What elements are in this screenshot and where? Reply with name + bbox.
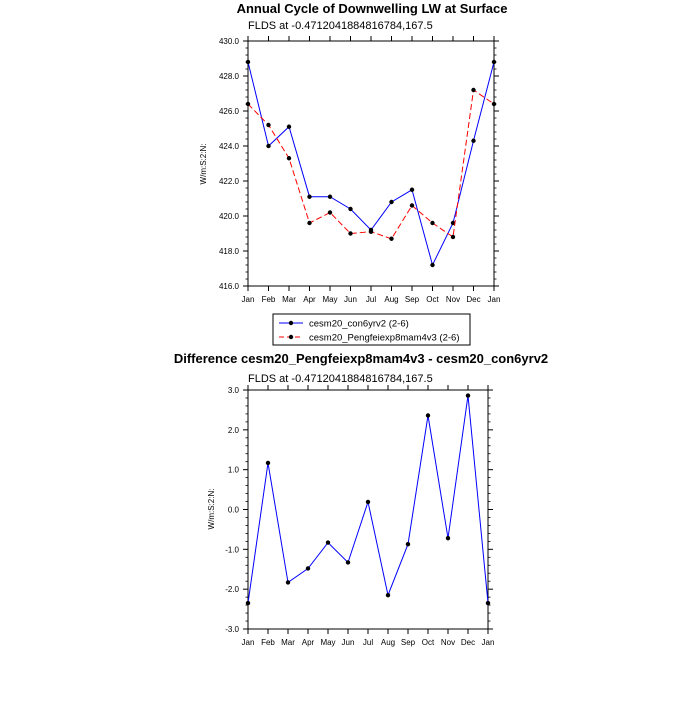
chart1-xtick-label: Jul	[365, 295, 377, 304]
legend-marker-series-2	[289, 335, 293, 339]
legend-marker-series-1	[289, 321, 293, 325]
chart2-series-1-point	[266, 461, 270, 465]
chart1-series-1-point	[471, 139, 475, 143]
chart1-title: Annual Cycle of Downwelling LW at Surface	[236, 1, 508, 16]
chart2-xtick-label: Jan	[241, 638, 255, 647]
chart2-series-1-point	[486, 601, 490, 605]
chart2-series-1-point	[346, 560, 350, 564]
chart1-xtick-label: Jan	[487, 295, 501, 304]
chart2-xtick-label: Dec	[460, 638, 476, 647]
chart1-series-1-point	[328, 195, 332, 199]
chart2-xtick-label: Mar	[281, 638, 295, 647]
chart1-xtick-label: Feb	[261, 295, 276, 304]
chart1-xtick-label: Dec	[466, 295, 481, 304]
chart1-ytick-label: 428.0	[218, 72, 239, 81]
chart2-xtick-label: May	[320, 638, 336, 647]
chart1-series-1-point	[389, 200, 393, 204]
chart1-series-2-point	[266, 123, 270, 127]
chart1-xtick-label: Sep	[404, 295, 420, 304]
chart1-series-1-line	[248, 62, 494, 265]
chart2-xtick-label: Nov	[440, 638, 456, 647]
chart1-series-1-point	[307, 195, 311, 199]
chart2-ytick-label: 3.0	[227, 386, 239, 395]
chart2-series-1-point	[306, 566, 310, 570]
chart1-xtick-label: Aug	[384, 295, 399, 304]
chart1-series-2-point	[328, 210, 332, 214]
chart2-series-1-point	[246, 601, 250, 605]
chart2-subtitle: FLDS at -0.4712041884816784,167.5	[248, 373, 433, 385]
chart2-xtick-label: Oct	[421, 638, 435, 647]
chart1-xtick-label: Apr	[303, 295, 316, 304]
chart1-series-2-point	[471, 88, 475, 92]
chart1-xtick-label: Oct	[426, 295, 439, 304]
chart1-plot-area	[219, 36, 500, 304]
chart2-series-1-point	[386, 593, 390, 597]
chart1-series-1-point	[266, 144, 270, 148]
chart2-series-1-point	[426, 413, 430, 417]
chart1-series-2-point	[348, 231, 352, 235]
chart2-ytick-label: 2.0	[227, 425, 239, 435]
chart2-xtick-label: Jul	[362, 638, 374, 647]
chart1-series-1-point	[348, 207, 352, 211]
chart1-subtitle: FLDS at -0.4712041884816784,167.5	[248, 20, 433, 32]
chart1-xtick-label: May	[322, 295, 338, 304]
chart1-ytick-label: 424.0	[218, 142, 239, 151]
chart1-series-1-point	[430, 263, 434, 267]
chart1-xtick-label: Jun	[344, 295, 357, 304]
chart1-ytick-label: 430.0	[218, 37, 239, 46]
chart1-series-2-point	[246, 102, 250, 106]
chart1-series-2-point	[492, 102, 496, 106]
chart2-xtick-label: Jun	[341, 638, 355, 647]
chart2-xtick-label: Feb	[261, 638, 275, 647]
chart1-series-2-line	[248, 90, 494, 239]
legend-label-series-1: cesm20_con6yrv2 (2-6)	[309, 318, 409, 330]
chart1-series-1-point	[246, 60, 250, 64]
chart2-ytick-label: 1.0	[227, 465, 239, 475]
chart1-xtick-label: Mar	[282, 295, 296, 304]
chart1-ytick-label: 420.0	[218, 212, 239, 221]
chart1-xtick-label: Nov	[445, 295, 461, 304]
chart1-series-2-point	[307, 221, 311, 225]
chart2-xtick-label: Aug	[380, 638, 396, 647]
chart2-title: Difference cesm20_Pengfeiexp8mam4v3 - cesm20_con6yrv2	[173, 351, 549, 366]
chart1-series-1-point	[492, 60, 496, 64]
chart2-ytick-label: 0.0	[227, 505, 239, 515]
chart1-ytick-label: 416.0	[218, 282, 239, 291]
chart2-series-1-point	[446, 536, 450, 540]
chart1-series-2-point	[451, 235, 455, 239]
chart2-xtick-label: Apr	[301, 638, 315, 647]
chart2-ytick-label: -2.0	[225, 585, 239, 595]
chart2-ytick-label: -3.0	[225, 625, 239, 634]
chart1-series-1-point	[410, 188, 414, 192]
chart1-legend	[273, 314, 470, 345]
legend-label-series-2: cesm20_Pengfeiexp8mam4v3 (2-6)	[309, 332, 460, 344]
chart2-ylabel: W/m:S:2:N:	[207, 488, 216, 530]
chart2-series-1-point	[286, 580, 290, 584]
chart1-ytick-label: 418.0	[218, 247, 239, 256]
chart1-ylabel: W/m:S:2:N:	[199, 143, 208, 185]
chart1-xtick-label: Jan	[241, 295, 255, 304]
chart1-series-1-point	[287, 125, 291, 129]
chart1-series-2-point	[369, 230, 373, 234]
chart2-series-1-point	[466, 393, 470, 397]
chart2-series-1-point	[406, 542, 410, 546]
chart1-series-2-point	[430, 221, 434, 225]
chart1-series-2-point	[287, 156, 291, 160]
chart2-xtick-label: Sep	[400, 638, 416, 647]
chart1-series-2-point	[410, 203, 414, 207]
chart2-series-1-point	[366, 500, 370, 504]
chart2-ytick-label: -1.0	[225, 545, 239, 555]
chart1-series-2-point	[389, 237, 393, 241]
chart1-ytick-label: 422.0	[218, 177, 239, 186]
chart2-xtick-label: Jan	[481, 638, 495, 647]
chart2-series-1-line	[248, 396, 488, 603]
chart1-frame	[248, 41, 494, 286]
chart2-plot-area	[225, 385, 494, 647]
chart2-series-1-point	[326, 540, 330, 544]
chart1-ytick-label: 426.0	[218, 107, 239, 116]
